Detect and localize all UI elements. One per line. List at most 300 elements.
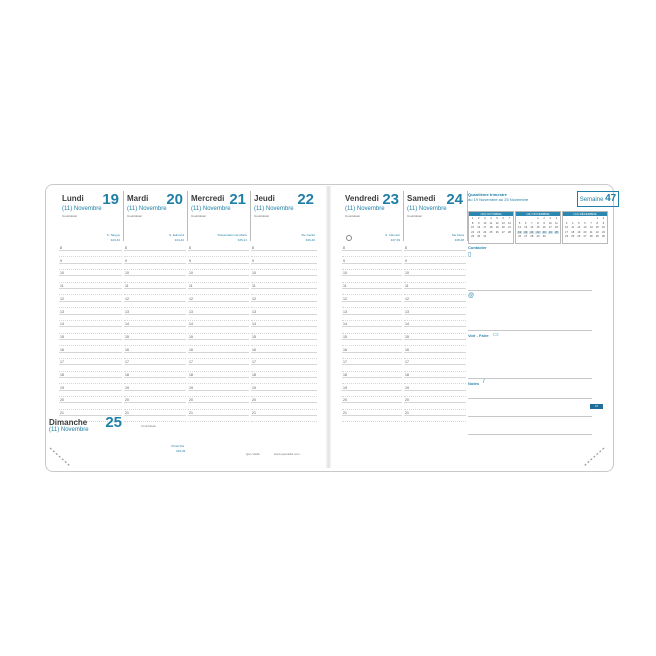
hour-line[interactable] [59,314,122,315]
hour-line[interactable] [59,326,122,327]
hour-label: 12 [125,296,129,301]
half-hour-line[interactable] [404,333,466,334]
hour-line[interactable] [251,250,317,251]
hour-line[interactable] [124,301,186,302]
half-hour-line[interactable] [342,320,402,321]
hour-line[interactable] [404,250,466,251]
half-hour-line[interactable] [59,269,122,270]
hour-line[interactable] [404,339,466,340]
hour-line[interactable] [188,377,249,378]
calendar-day: 11 [571,226,575,229]
half-hour-line[interactable] [59,282,122,283]
hour-line[interactable] [124,263,186,264]
half-hour-line[interactable] [404,383,466,384]
hour-label: 18 [189,373,193,377]
week-tab[interactable]: 47 [590,404,603,409]
hour-line[interactable] [342,390,402,391]
half-hour-line[interactable] [59,358,122,359]
calendar-day: 7 [590,221,592,225]
calendar-day: 30 [477,235,481,238]
calendar-day [589,217,594,221]
calendar-day: 20 [583,230,587,234]
calendar-day: 29 [595,235,599,238]
hour-line[interactable] [342,314,402,315]
hour-label: 19 [343,385,347,390]
hour-label: 17 [343,360,347,365]
calendar-day: 6 [502,217,504,220]
half-hour-line[interactable] [342,333,402,334]
half-hour-line[interactable] [124,333,186,334]
hour-label: 14 [252,322,256,327]
hour-label: 9 [189,258,191,263]
calendar-day: 22 [471,230,475,234]
calendar-day: 30 [542,235,546,238]
hour-label: 15 [405,334,409,339]
half-hour-line[interactable] [251,282,317,283]
hour-label: 13 [125,309,129,314]
hour-line[interactable] [251,288,317,289]
hour-label: 18 [405,373,409,377]
hour-line[interactable] [404,288,466,289]
calendar-day [564,217,569,221]
hour-line[interactable] [251,364,317,365]
half-hour-line[interactable] [404,282,466,283]
hour-label: 8 [60,246,62,250]
hour-line[interactable] [251,301,317,302]
hour-line[interactable] [124,288,186,289]
half-hour-line[interactable] [188,345,249,346]
hour-line[interactable] [59,402,122,403]
half-hour-line[interactable] [251,256,317,257]
hour-line[interactable] [124,352,186,353]
half-hour-line[interactable] [124,371,186,372]
half-hour-line[interactable] [342,269,402,270]
half-hour-line[interactable] [188,320,249,321]
hour-line[interactable] [59,364,122,365]
hour-line[interactable] [59,263,122,264]
hour-line[interactable] [342,288,402,289]
hour-line[interactable] [342,263,402,264]
section-divider [468,330,592,331]
half-hour-line[interactable] [59,409,122,410]
hour-line[interactable] [59,377,122,378]
half-hour-line[interactable] [188,282,249,283]
hour-line[interactable] [124,326,186,327]
hour-line[interactable] [342,377,402,378]
hour-line[interactable] [342,326,402,327]
half-hour-line[interactable] [342,294,402,295]
day-month: (11) Novembre [191,206,231,212]
calendar-day: 12 [577,226,581,229]
half-hour-line[interactable] [342,396,402,397]
hour-label: 16 [189,347,193,352]
hour-line[interactable] [124,339,186,340]
calendar-day: 17 [483,226,487,229]
calendar-day: 1 [471,217,474,220]
half-hour-line[interactable] [342,358,402,359]
day-name: Lundi [62,194,84,203]
hour-line[interactable] [251,263,317,264]
day-week-code: 325-41 [237,238,247,242]
half-hour-line[interactable] [404,409,466,410]
calendar-day: 5 [496,217,498,220]
calendar-day: 5 [518,221,521,225]
calendar-day: 4 [555,217,558,220]
hour-label: 20 [189,398,193,403]
half-hour-line[interactable] [59,371,122,372]
sunday-saint: Christ Roi [171,444,185,448]
day-column-mercredi [188,191,251,241]
half-hour-line[interactable] [59,333,122,334]
hour-line[interactable] [251,377,317,378]
half-hour-line[interactable] [342,371,402,372]
half-hour-line[interactable] [188,294,249,295]
calendar-day: 13 [524,226,528,229]
hour-label: 13 [60,309,64,314]
hour-line[interactable] [342,301,402,302]
half-hour-line[interactable] [124,396,186,397]
half-hour-line[interactable] [59,294,122,295]
hour-line[interactable] [59,352,122,353]
hour-line[interactable] [188,415,249,416]
hour-label: 12 [343,296,347,301]
hour-line[interactable] [188,301,249,302]
half-hour-line[interactable] [251,294,317,295]
hour-line[interactable] [404,263,466,264]
calendar-day: 11 [555,221,558,225]
day-name: Vendredi [345,194,379,203]
half-hour-line[interactable] [59,256,122,257]
mini-calendar-title: (10) OCTOBRE [469,212,513,216]
calendar-day: 13 [583,226,587,229]
hour-line[interactable] [124,250,186,251]
half-hour-line[interactable] [188,396,249,397]
hour-line[interactable] [342,339,402,340]
hour-line[interactable] [124,390,186,391]
half-hour-line[interactable] [251,383,317,384]
hour-line[interactable] [188,364,249,365]
half-hour-line[interactable] [251,269,317,270]
hour-label: 16 [60,347,64,352]
calendar-day [529,217,534,221]
half-hour-line[interactable] [342,383,402,384]
half-hour-line[interactable] [404,396,466,397]
hour-line[interactable] [188,314,249,315]
half-hour-line[interactable] [251,409,317,410]
day-month: (11) Novembre [254,206,294,212]
hour-line[interactable] [59,275,122,276]
half-hour-line[interactable] [59,345,122,346]
hour-line[interactable] [342,364,402,365]
hour-line[interactable] [251,390,317,391]
hour-label: 14 [343,322,347,327]
half-hour-line[interactable] [188,269,249,270]
hour-label: 13 [343,309,347,314]
calendar-day: 29 [471,235,475,238]
day-countdown: Countdown [345,214,361,218]
calendar-day: 7 [508,217,511,220]
half-hour-line[interactable] [404,320,466,321]
calendar-day: 26 [577,235,581,238]
half-hour-line[interactable] [251,307,317,308]
calendar-day [517,217,522,221]
half-hour-line[interactable] [124,269,186,270]
calendar-day: 15 [471,226,475,229]
hour-label: 15 [125,334,129,339]
hour-label: 19 [60,385,64,390]
calendar-day: 6 [584,221,586,225]
hour-line[interactable] [251,352,317,353]
half-hour-line[interactable] [188,358,249,359]
calendar-day: 24 [565,235,569,238]
half-hour-line[interactable] [404,421,466,422]
hour-line[interactable] [342,415,402,416]
hour-label: 19 [405,385,409,390]
sunday-week-code: 329-36 [176,449,186,453]
hour-line[interactable] [404,352,466,353]
half-hour-line[interactable] [342,345,402,346]
hour-label: 11 [60,284,64,289]
calendar-day: 13 [501,221,505,225]
hour-label: 9 [252,258,254,263]
half-hour-line[interactable] [59,383,122,384]
calendar-day: 18 [571,230,575,234]
calendar-day: 9 [602,221,605,225]
half-hour-line[interactable] [404,269,466,270]
hour-line[interactable] [124,275,186,276]
hour-line[interactable] [188,326,249,327]
calendar-day: 8 [596,221,598,225]
calendar-day: 22 [536,230,540,234]
calendar-day: 2 [602,217,605,220]
calendar-day: 14 [507,221,511,225]
hour-label: 17 [125,360,129,365]
half-hour-line[interactable] [124,282,186,283]
hour-line[interactable] [188,339,249,340]
calendar-day: 3 [549,217,551,220]
half-hour-line[interactable] [251,333,317,334]
hour-label: 20 [252,398,256,403]
half-hour-line[interactable] [342,409,402,410]
half-hour-line[interactable] [124,307,186,308]
hour-line[interactable] [124,402,186,403]
hour-label: 17 [405,360,409,365]
half-hour-line[interactable] [342,256,402,257]
hour-line[interactable] [404,326,466,327]
half-hour-line[interactable] [188,383,249,384]
half-hour-line[interactable] [188,421,249,422]
hour-line[interactable] [188,402,249,403]
hour-label: 16 [125,347,129,352]
half-hour-line[interactable] [188,256,249,257]
calendar-day: 1 [537,217,539,220]
calendar-day: 5 [578,221,580,225]
hour-line[interactable] [59,288,122,289]
calendar-day: 20 [501,226,505,229]
half-hour-line[interactable] [188,409,249,410]
calendar-day: 15 [595,226,599,229]
half-hour-line[interactable] [251,320,317,321]
half-hour-line[interactable] [251,396,317,397]
calendar-day: 9 [543,221,545,225]
calendar-day: 3 [565,221,568,225]
right-page [333,184,617,471]
hour-line[interactable] [188,275,249,276]
hour-line[interactable] [342,402,402,403]
hour-label: 12 [60,296,64,301]
half-hour-line[interactable] [404,358,466,359]
half-hour-line[interactable] [404,307,466,308]
hour-label: 14 [125,322,129,327]
hour-label: 21 [343,411,347,416]
half-hour-line[interactable] [188,307,249,308]
half-hour-line[interactable] [124,421,186,422]
clipboard-icon: ▭ [493,332,499,338]
hour-line[interactable] [404,377,466,378]
day-number: 22 [297,191,314,208]
day-number: 21 [229,191,246,208]
semaine-box [577,191,619,207]
half-hour-line[interactable] [251,358,317,359]
left-page [46,184,324,471]
footer-url: www.quovadis.com [274,452,300,456]
notes-label: Notes [468,381,480,386]
calendar-day: 10 [483,221,487,225]
hour-line[interactable] [59,250,122,251]
hour-label: 10 [189,271,193,276]
hour-label: 18 [343,373,347,377]
hour-line[interactable] [251,402,317,403]
hour-line[interactable] [404,402,466,403]
hour-line[interactable] [188,390,249,391]
section-divider [468,378,592,379]
half-hour-line[interactable] [59,396,122,397]
hour-line[interactable] [342,250,402,251]
hour-label: 19 [252,385,256,390]
hour-label: 15 [252,334,256,339]
hour-label: 14 [405,322,409,327]
hour-line[interactable] [251,415,317,416]
half-hour-line[interactable] [124,256,186,257]
hour-label: 14 [189,322,193,327]
hour-label: 8 [252,246,254,250]
half-hour-line[interactable] [251,371,317,372]
calendar-day: 27 [583,235,587,238]
hour-line[interactable] [124,364,186,365]
half-hour-line[interactable] [251,421,317,422]
half-hour-line[interactable] [124,294,186,295]
calendar-day: 18 [554,226,558,229]
phone-icon: ▯ [468,252,472,258]
half-hour-line[interactable] [59,320,122,321]
hour-label: 8 [125,246,127,250]
day-countdown: Countdown [254,214,270,218]
half-hour-line[interactable] [342,282,402,283]
hour-line[interactable] [124,314,186,315]
notes-line[interactable] [468,434,592,435]
quantieme-title: Quantième trimestre [468,192,507,197]
calendar-day: 4 [571,221,574,225]
mini-calendar-title: (12) DÉCEMBRE [563,212,607,216]
hour-line[interactable] [188,288,249,289]
mini-calendar-title: (11) NOVEMBRE [516,212,560,216]
day-saint: Ste Flora [451,233,464,237]
half-hour-line[interactable] [124,345,186,346]
day-countdown: Countdown [127,214,143,218]
hour-line[interactable] [59,301,122,302]
hour-line[interactable] [404,390,466,391]
notes-line[interactable] [468,398,592,399]
hour-label: 12 [189,296,193,301]
calendar-day: 17 [565,230,569,234]
hour-line[interactable] [251,275,317,276]
hour-line[interactable] [188,352,249,353]
notes-line[interactable] [468,416,592,417]
hour-line[interactable] [404,314,466,315]
footer-brand: Quo Vadis [246,452,260,456]
half-hour-line[interactable] [124,320,186,321]
calendar-day: 14 [530,226,534,229]
half-hour-line[interactable] [404,294,466,295]
hour-label: 10 [60,271,64,276]
hour-line[interactable] [404,301,466,302]
half-hour-line[interactable] [124,383,186,384]
pencil-icon: / [483,379,485,385]
hour-line[interactable] [404,275,466,276]
calendar-day: 25 [554,230,558,234]
half-hour-line[interactable] [124,409,186,410]
hour-line[interactable] [342,352,402,353]
half-hour-line[interactable] [188,333,249,334]
hour-line[interactable] [251,314,317,315]
day-countdown: Countdown [191,214,207,218]
half-hour-line[interactable] [404,256,466,257]
day-saint: S. Edmond [169,233,184,237]
calendar-day [507,235,512,239]
hour-line[interactable] [188,250,249,251]
half-hour-line[interactable] [124,358,186,359]
hour-line[interactable] [404,415,466,416]
hour-label: 21 [189,411,193,416]
hour-line[interactable] [404,364,466,365]
hour-line[interactable] [251,326,317,327]
corner-dashes-left [48,444,78,468]
calendar-day: 16 [542,226,546,229]
hour-line[interactable] [59,390,122,391]
calendar-day: 2 [543,217,545,220]
half-hour-line[interactable] [251,345,317,346]
hour-line[interactable] [124,377,186,378]
circle-icon [346,235,352,241]
hour-line[interactable] [342,275,402,276]
hour-label: 11 [405,284,409,289]
day-column-samedi [404,191,468,241]
hour-line[interactable] [251,339,317,340]
hour-line[interactable] [124,415,186,416]
half-hour-line[interactable] [59,307,122,308]
corner-dashes-right [578,444,608,468]
calendar-day: 23 [601,230,605,234]
half-hour-line[interactable] [342,307,402,308]
hour-line[interactable] [188,263,249,264]
half-hour-line[interactable] [404,371,466,372]
hour-line[interactable] [59,339,122,340]
half-hour-line[interactable] [404,345,466,346]
hour-label: 18 [252,373,256,377]
calendar-day [570,217,575,221]
half-hour-line[interactable] [342,421,402,422]
half-hour-line[interactable] [188,371,249,372]
